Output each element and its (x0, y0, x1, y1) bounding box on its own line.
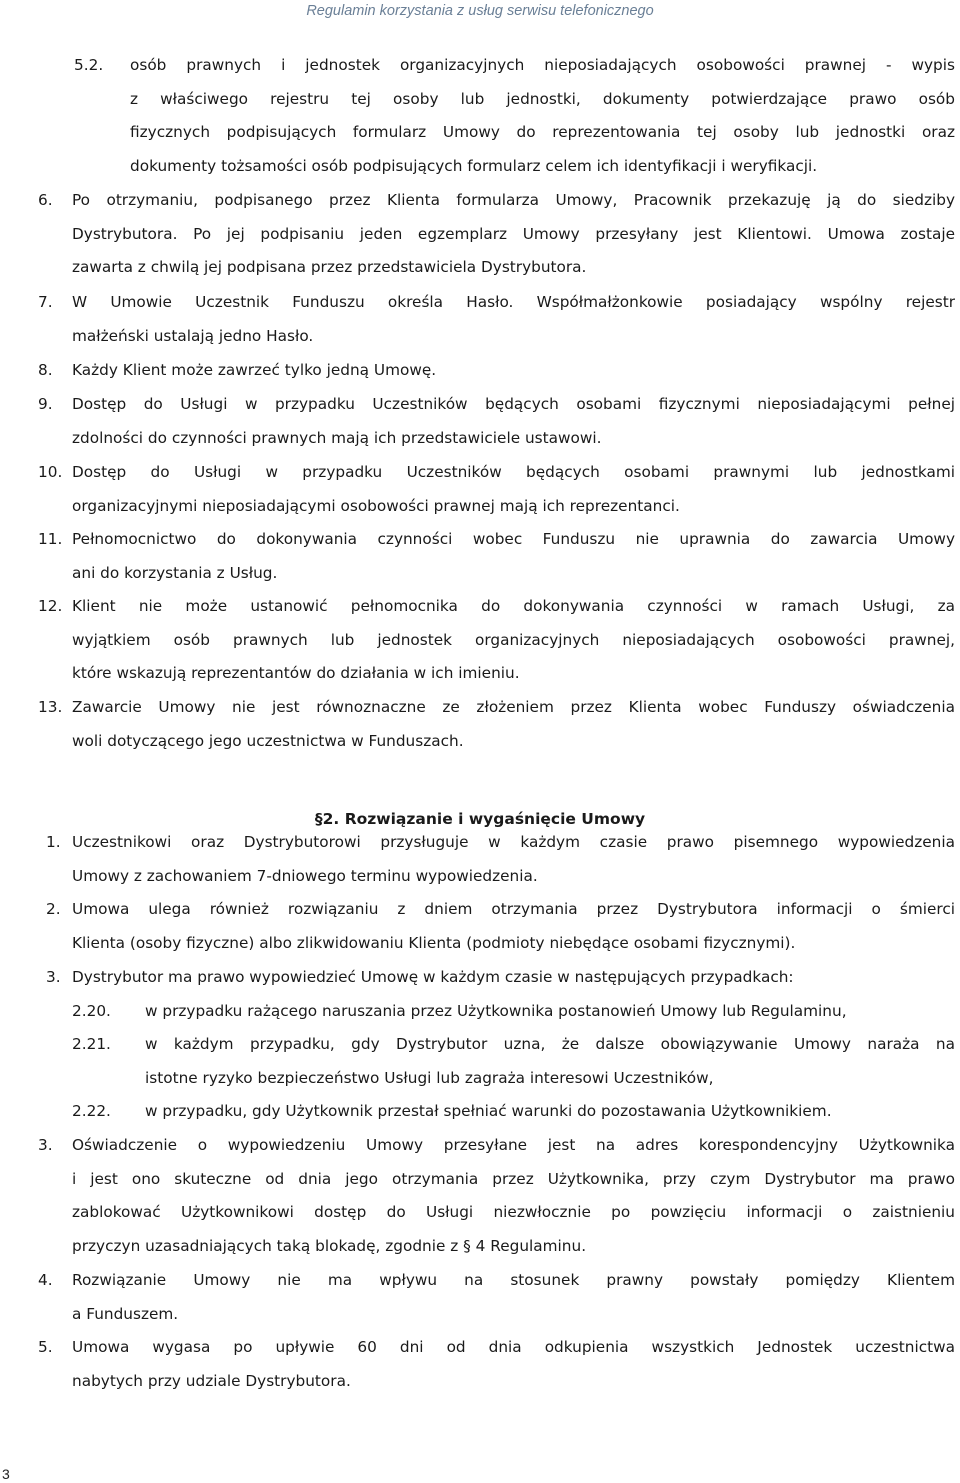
section-heading: §2. Rozwiązanie i wygaśnięcie Umowy (314, 810, 646, 828)
paragraph-line: w każdym przypadku, gdy Dystrybutor uzna, że dalsze obowiązywanie Umowy naraża na (145, 1035, 955, 1053)
paragraph-line: Zawarcie Umowy nie jest równoznaczne ze złożeniem przez Klienta wobec Funduszy oświadczenia (72, 698, 955, 716)
list-number: 10. (38, 463, 63, 481)
paragraph-line: Dostęp do Usługi w przypadku Uczestników będących osobami prawnymi lub jednostkami (72, 463, 955, 481)
paragraph-line: przyczyn uzasadniających taką blokadę, zgodnie z § 4 Regulaminu. (72, 1237, 587, 1256)
paragraph-line: wyjątkiem osób prawnych lub jednostek organizacyjnych nieposiadających osobowości prawnej, (72, 630, 955, 649)
paragraph-line: Klient nie może ustanowić pełnomocnika do dokonywania czynności w ramach Usługi, za (72, 597, 955, 615)
paragraph-line: Klienta (osoby fizyczne) albo zlikwidowaniu Klienta (podmioty niebędące osobami fizycznymi). (72, 933, 796, 952)
paragraph-line: Dystrybutor ma prawo wypowiedzieć Umowę w każdym czasie w następujących przypadkach: (72, 968, 794, 986)
paragraph-line: które wskazują reprezentantów do działania w ich imieniu. (72, 664, 520, 683)
paragraph-line: z właściwego rejestru tej osoby lub jednostki, dokumenty potwierdzające prawo osób (130, 89, 955, 108)
list-number: 2.22. (72, 1102, 111, 1120)
paragraph-line: ani do korzystania z Usług. (72, 563, 278, 582)
list-number: 2.21. (72, 1035, 111, 1053)
paragraph-line: Każdy Klient może zawrzeć tylko jedną Umowę. (72, 361, 437, 379)
paragraph-line: zablokować Użytkownikowi dostęp do Usługi niezwłocznie po powzięciu informacji o zaistnieniu (72, 1203, 955, 1222)
paragraph-line: fizycznych podpisujących formularz Umowy do reprezentowania tej osoby lub jednostki oraz (130, 123, 955, 142)
list-number: 3. (38, 1136, 53, 1154)
paragraph-line: Pełnomocnictwo do dokonywania czynności wobec Funduszu nie uprawnia do zawarcia Umowy (72, 530, 955, 548)
paragraph-line: Rozwiązanie Umowy nie ma wpływu na stosunek prawny powstały pomiędzy Klientem (72, 1271, 955, 1289)
list-number: 8. (38, 361, 53, 379)
list-number: 2. (46, 900, 61, 918)
list-number: 3. (46, 968, 61, 986)
list-number: 7. (38, 293, 53, 311)
paragraph-line: w przypadku rażącego naruszania przez Użytkownika postanowień Umowy lub Regulaminu, (145, 1002, 847, 1020)
paragraph-line: W Umowie Uczestnik Funduszu określa Hasło. Współmałżonkowie posiadający wspólny rejestr (72, 293, 955, 311)
paragraph-line: woli dotyczącego jego uczestnictwa w Funduszach. (72, 731, 464, 750)
paragraph-line: Po otrzymaniu, podpisanego przez Klienta formularza Umowy, Pracownik przekazuję ją do siedziby (72, 191, 955, 209)
list-number: 2.20. (72, 1002, 111, 1020)
paragraph-line: Umowa ulega również rozwiązaniu z dniem otrzymania przez Dystrybutora informacji o śmierci (72, 900, 955, 918)
paragraph-line: zdolności do czynności prawnych mają ich przedstawiciele ustawowi. (72, 428, 602, 447)
paragraph-line: organizacyjnymi nieposiadającymi osobowości prawnej mają ich reprezentanci. (72, 496, 680, 515)
paragraph-line: Dostęp do Usługi w przypadku Uczestników będących osobami fizycznymi nieposiadającymi pełnej (72, 395, 955, 413)
paragraph-line: Oświadczenie o wypowiedzeniu Umowy przesyłane jest na adres korespondencyjny Użytkownika (72, 1136, 955, 1154)
paragraph-line: nabytych przy udziale Dystrybutora. (72, 1371, 351, 1390)
list-number: 12. (38, 597, 63, 615)
list-number: 9. (38, 395, 53, 413)
paragraph-line: Umowa wygasa po upływie 60 dni od dnia odkupienia wszystkich Jednostek uczestnictwa (72, 1338, 955, 1356)
paragraph-line: Umowy z zachowaniem 7-dniowego terminu wypowiedzenia. (72, 866, 538, 885)
running-header: Regulamin korzystania z usług serwisu telefonicznego (306, 3, 654, 19)
paragraph-line: zawarta z chwilą jej podpisana przez przedstawiciela Dystrybutora. (72, 258, 587, 277)
page-number: 3 (2, 1466, 10, 1482)
paragraph-line: małżeński ustalają jedno Hasło. (72, 326, 314, 345)
paragraph-line: Uczestnikowi oraz Dystrybutorowi przysługuje w każdym czasie prawo pisemnego wypowiedzenia (72, 833, 955, 851)
list-number: 5.2. (74, 56, 104, 74)
paragraph-line: Dystrybutora. Po jej podpisaniu jeden egzemplarz Umowy przesyłany jest Klientowi. Umowa zostaje (72, 224, 955, 243)
paragraph-line: istotne ryzyko bezpieczeństwo Usługi lub zagraża interesowi Uczestników, (145, 1068, 714, 1087)
paragraph-line: dokumenty tożsamości osób podpisujących formularz celem ich identyfikacji i weryfikacji. (130, 157, 818, 176)
paragraph-line: osób prawnych i jednostek organizacyjnych nieposiadających osobowości prawnej - wypis (130, 56, 955, 74)
list-number: 5. (38, 1338, 53, 1356)
paragraph-line: a Funduszem. (72, 1304, 179, 1323)
list-number: 4. (38, 1271, 53, 1289)
list-number: 6. (38, 191, 53, 209)
list-number: 11. (38, 530, 63, 548)
paragraph-line: w przypadku, gdy Użytkownik przestał spełniać warunki do pozostawania Użytkownikiem. (145, 1102, 832, 1120)
list-number: 13. (38, 698, 63, 716)
paragraph-line: i jest ono skuteczne od dnia jego otrzymania przez Użytkownika, przy czym Dystrybutor ma prawo (72, 1169, 955, 1188)
list-number: 1. (46, 833, 61, 851)
